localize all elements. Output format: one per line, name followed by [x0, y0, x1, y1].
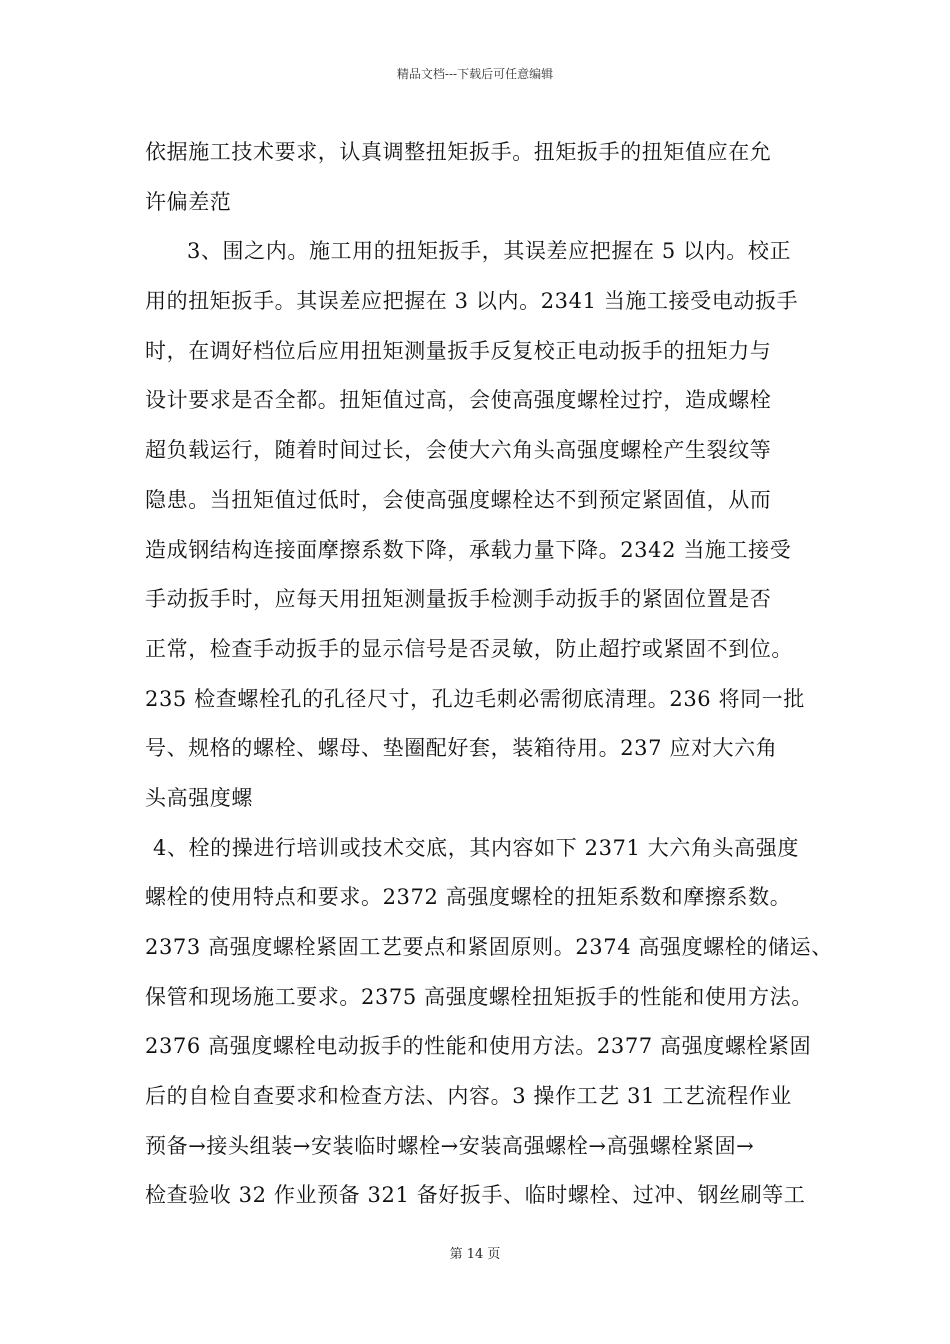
text-line: 超负载运行，随着时间过长，会使大六角头高强度螺栓产生裂纹等 — [145, 438, 772, 463]
text-line: 预备→接头组装→安装临时螺栓→安装高强螺栓→高强螺栓紧固→ — [145, 1133, 755, 1158]
text-line: 螺栓的使用特点和要求。2372 高强度螺栓的扭矩系数和摩擦系数。 — [145, 885, 792, 910]
text-line: 造成钢结构连接面摩擦系数下降，承载力量下降。2342 当施工接受 — [145, 537, 792, 562]
text-line: 隐患。当扭矩值过低时，会使高强度螺栓达不到预定紧固值，从而 — [145, 487, 772, 512]
text-line: 用的扭矩扳手。其误差应把握在 3 以内。2341 当施工接受电动扳手 — [145, 289, 799, 314]
text-line: 保管和现场施工要求。2375 高强度螺栓扭矩扳手的性能和使用方法。 — [145, 984, 813, 1009]
text-line: 2373 高强度螺栓紧固工艺要点和紧固原则。2374 高强度螺栓的储运、 — [145, 935, 833, 959]
text-line: 3、围之内。施工用的扭矩扳手，其误差应把握在 5 以内。校正 — [187, 239, 792, 264]
text-line: 头高强度螺 — [145, 785, 253, 810]
text-line: 依据施工技术要求，认真调整扭矩扳手。扭矩扳手的扭矩值应在允 — [145, 140, 772, 164]
text-line: 2376 高强度螺栓电动扳手的性能和使用方法。2377 高强度螺栓紧固 — [145, 1034, 812, 1059]
text-line: 后的自检自查要求和检查方法、内容。3 操作工艺 31 工艺流程作业 — [145, 1084, 792, 1109]
document-body — [145, 128, 833, 1221]
text-line: 4、栓的操进行培训或技术交底，其内容如下 2371 大六角头高强度 — [153, 835, 799, 860]
page-header: 精品文档---下载后可任意编辑 — [396, 67, 554, 81]
page-number: 第 14 页 — [449, 1247, 501, 1262]
text-line: 号、规格的螺栓、螺母、垫圈配好套，装箱待用。237 应对大六角 — [145, 736, 778, 761]
text-line: 检查验收 32 作业预备 321 备好扳手、临时螺栓、过冲、钢丝刷等工 — [145, 1183, 806, 1208]
text-line: 235 检查螺栓孔的孔径尺寸，孔边毛刺必需彻底清理。236 将同一批 — [145, 686, 805, 711]
text-line: 时，在调好档位后应用扭矩测量扳手反复校正电动扳手的扭矩力与 — [145, 338, 772, 363]
text-line: 正常，检查手动扳手的显示信号是否灵敏，防止超拧或紧固不到位。 — [145, 636, 793, 661]
text-line: 手动扳手时，应每天用扭矩测量扳手检测手动扳手的紧固位置是否 — [145, 587, 772, 612]
text-line: 许偏差范 — [145, 189, 232, 214]
text-line: 设计要求是否全都。扭矩值过高，会使高强度螺栓过拧，造成螺栓 — [145, 388, 772, 413]
